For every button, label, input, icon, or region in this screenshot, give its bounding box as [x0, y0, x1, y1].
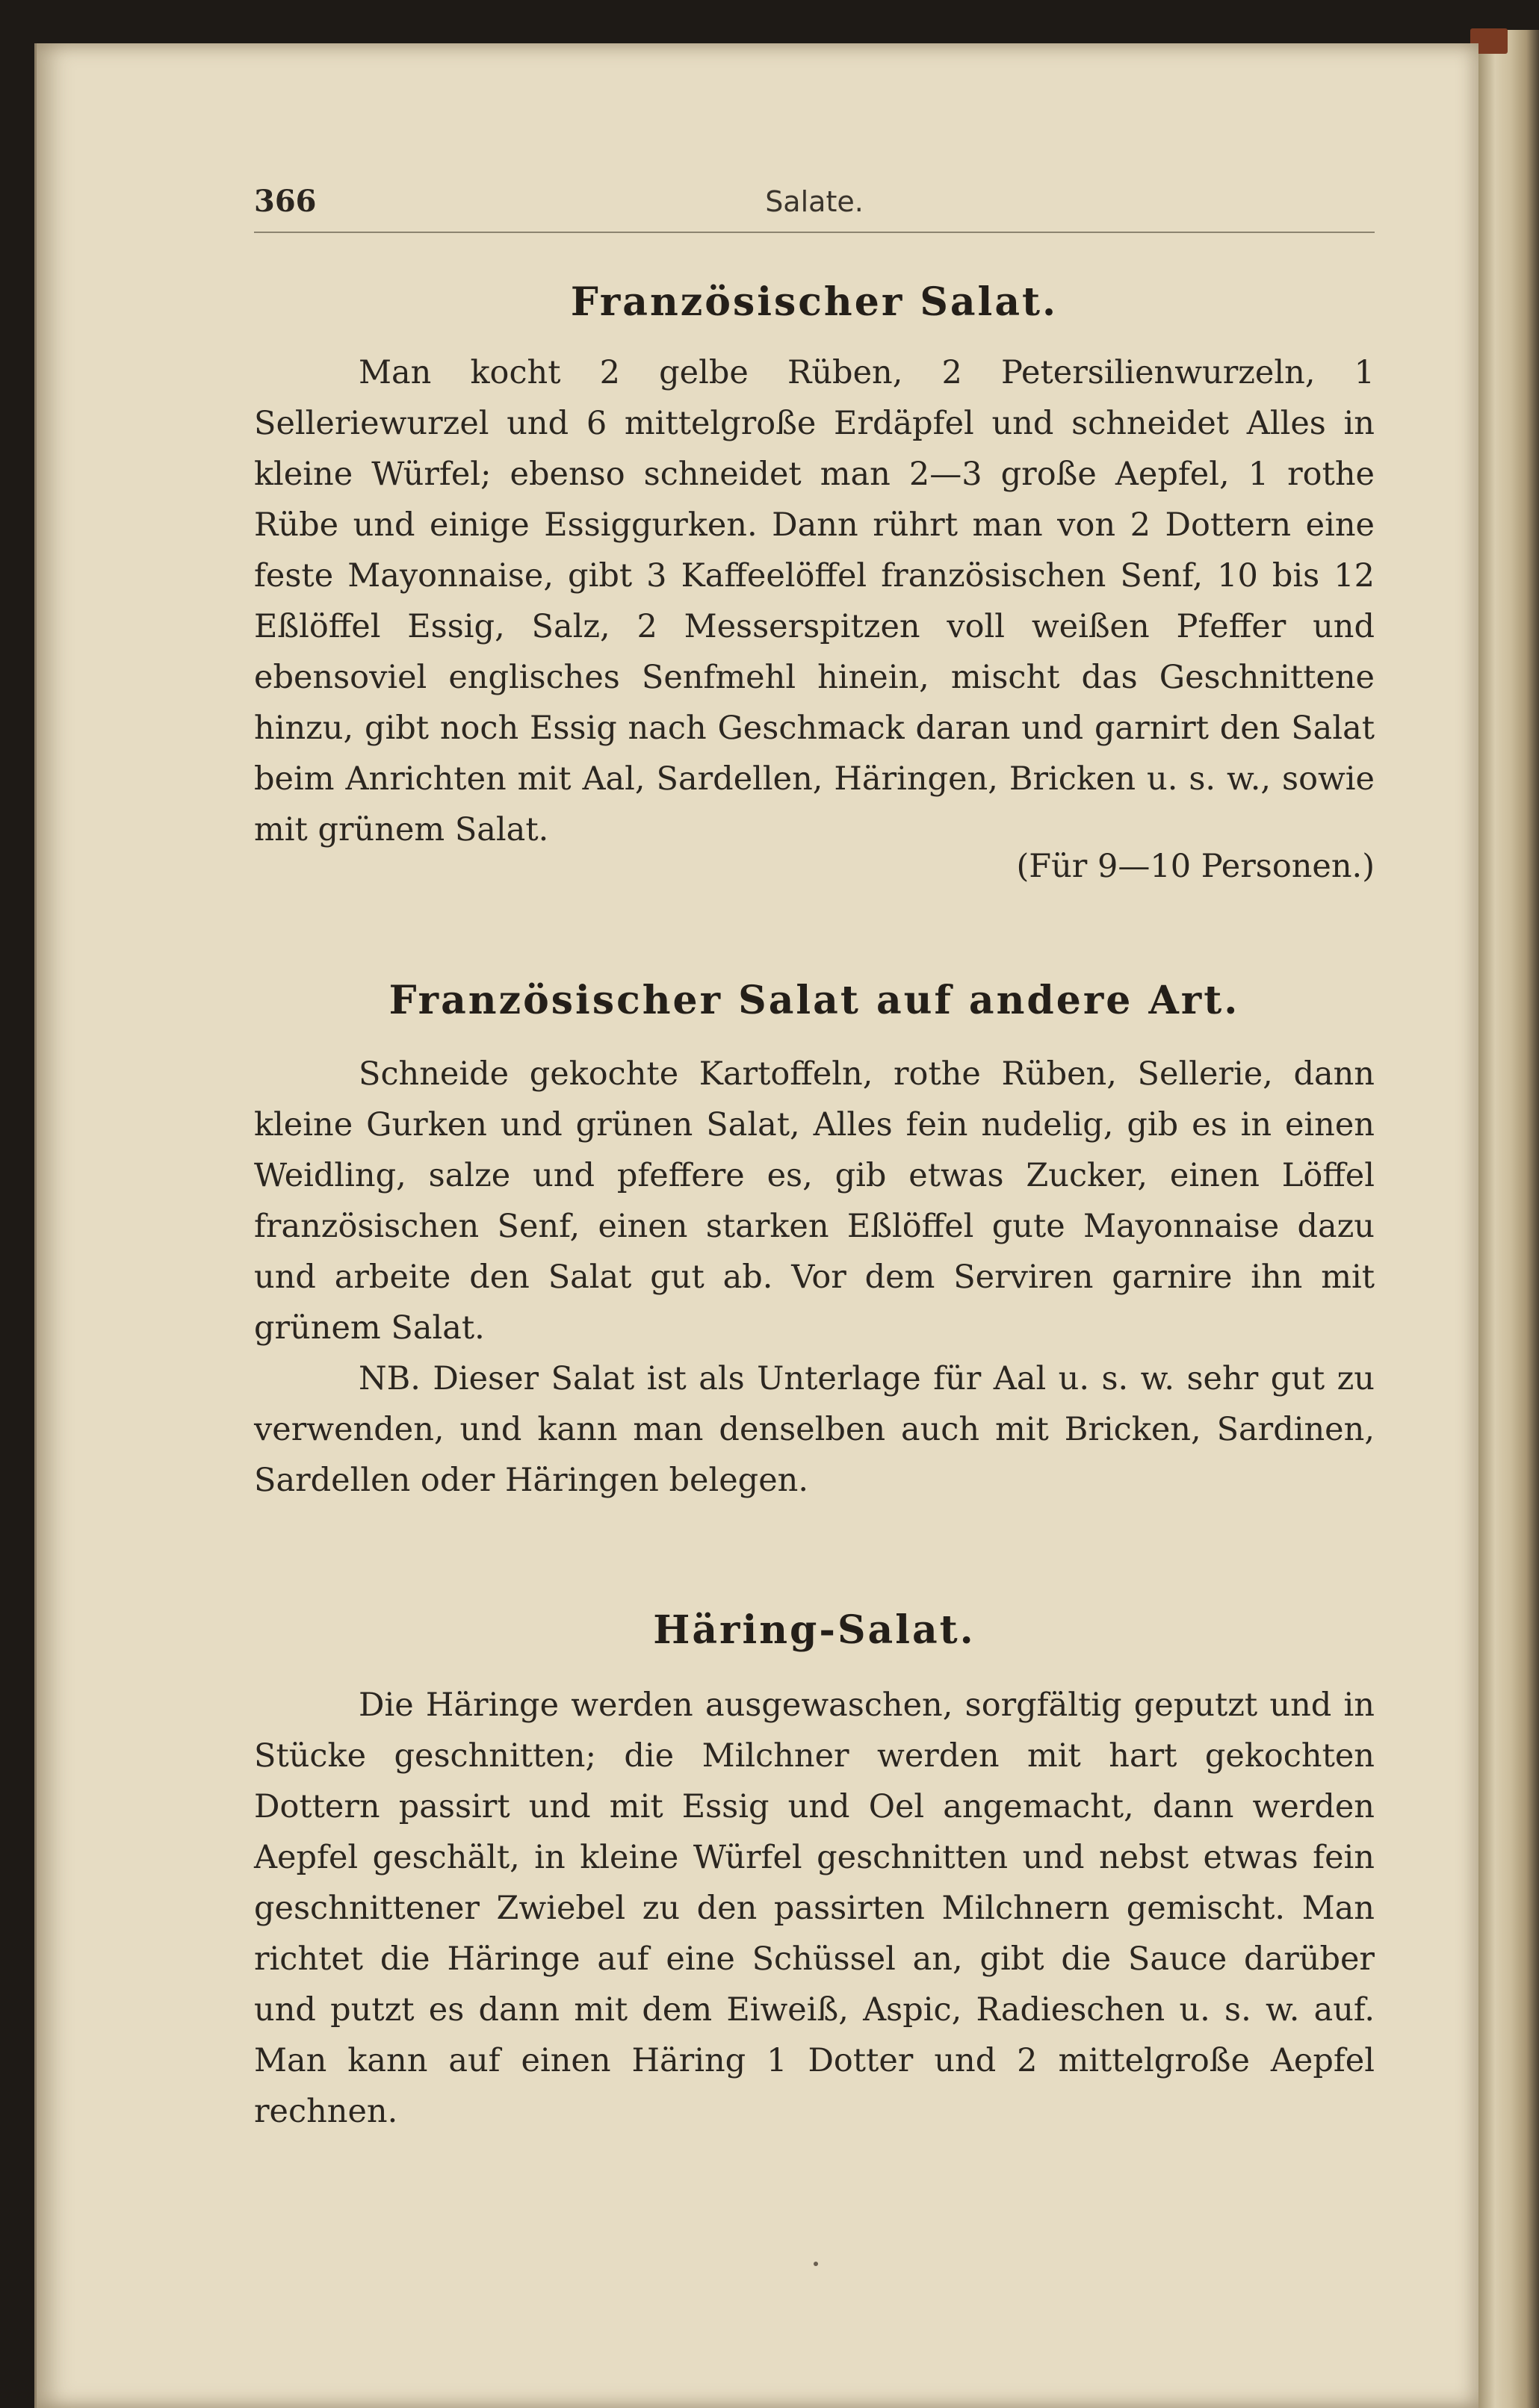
ink-speck: [814, 2262, 818, 2266]
recipe-paragraph: Schneide gekochte Kartoffeln, rothe Rüben, Sellerie, dann kleine Gurken und grünen Salat, Alles fein nudelig, gib es in einen Weidling, salze und pfeffere es, gib etwas Zucker, einen Löffel französischen Senf, einen starken Eßlöffel gute Mayonnaise dazu und arbeite den Salat gut ab. Vor dem Serviren garnire ihn mit grünem Salat.: [254, 1055, 1375, 1347]
book-page-edges: [1476, 30, 1539, 2408]
recipe-paragraph: Die Häringe werden ausgewaschen, sorgfältig geputzt und in Stücke geschnitten; die Milchner werden mit hart gekochten Dottern passirt und mit Essig und Oel angemacht, dann werden Aepfel geschält, in kleine Würfel geschnitten und nebst etwas fein geschnittener Zwiebel zu den passirten Milchnern gemischt. Man richtet die Häringe auf eine Schüssel an, gibt die Sauce darüber und putzt es dann mit dem Eiweiß, Aspic, Radieschen u. s. w. auf. Man kann auf einen Häring 1 Dotter und 2 mittelgroße Aepfel rechnen.: [254, 1686, 1375, 2130]
page-content: [254, 179, 1375, 2137]
section-title-franzoesischer-salat: Französischer Salat.: [570, 279, 1059, 325]
recipe-paragraph: Man kocht 2 gelbe Rüben, 2 Petersilienwurzeln, 1 Selleriewurzel und 6 mittelgroße Erdäpfel und schneidet Alles in kleine Würfel; ebenso schneidet man 2—3 große Aepfel, 1 rothe Rübe und einige Essiggurken. Dann rührt man von 2 Dottern eine feste Mayonnaise, gibt 3 Kaffeelöffel französischen Senf, 10 bis 12 Eßlöffel Essig, Salz, 2 Messerspitzen voll weißen Pfeffer und ebensoviel englisches Senfmehl hinein, mischt das Geschnittene hinzu, gibt noch Essig nach Geschmack daran und garnirt den Salat beim Anrichten mit Aal, Sardellen, Häringen, Bricken u. s. w., sowie mit grünem Salat.: [254, 354, 1375, 848]
running-header: [254, 179, 1375, 233]
page-number: 366: [254, 184, 317, 219]
section-title-haering-salat: Häring-Salat.: [653, 1607, 976, 1653]
running-title: Salate.: [765, 185, 864, 218]
section-title-franzoesischer-salat-andere-art: Französischer Salat auf andere Art.: [388, 978, 1240, 1023]
servings-note: (Für 9—10 Personen.): [1016, 848, 1375, 885]
recipe-note-paragraph: NB. Dieser Salat ist als Unterlage für Aal u. s. w. sehr gut zu verwenden, und kann man denselben auch mit Bricken, Sardinen, Sardellen oder Häringen belegen.: [254, 1360, 1375, 1499]
